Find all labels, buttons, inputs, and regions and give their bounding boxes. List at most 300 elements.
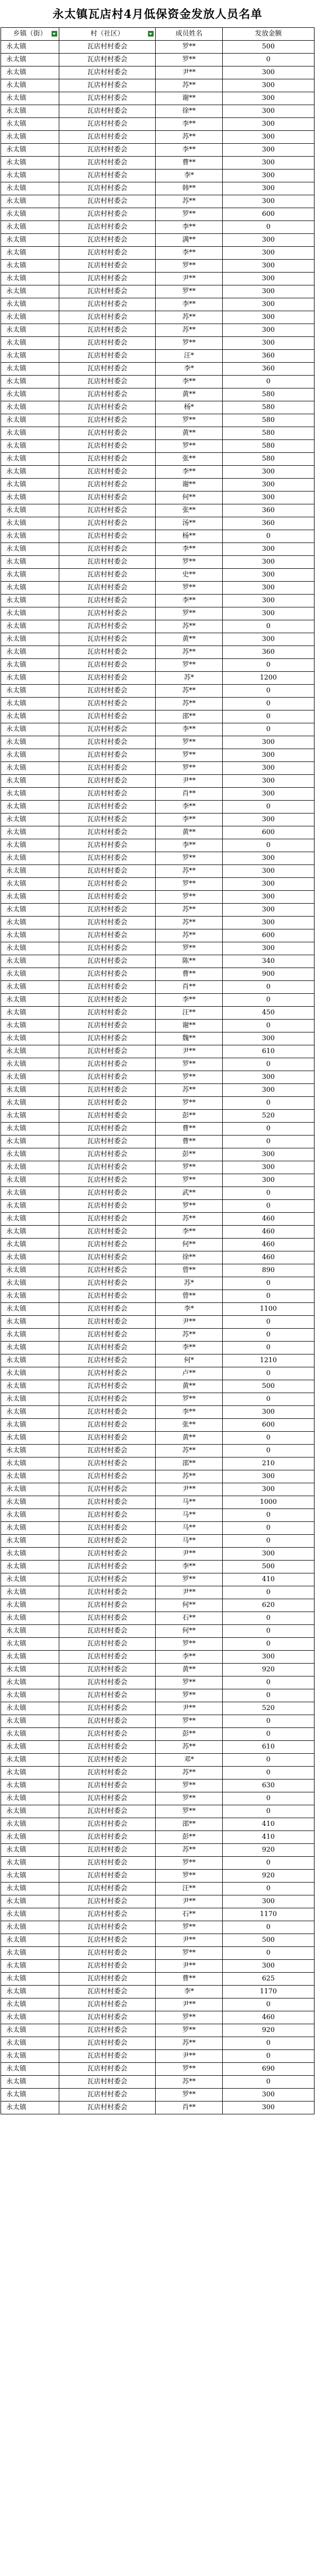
cell-town: 永太镇 bbox=[1, 1805, 59, 1818]
table-row bbox=[1, 582, 314, 595]
cell-town: 永太镇 bbox=[1, 492, 59, 504]
cell-amount: 600 bbox=[223, 929, 314, 942]
cell-member-name: 谢** bbox=[156, 1020, 223, 1032]
cell-town: 永太镇 bbox=[1, 2037, 59, 2050]
cell-town: 永太镇 bbox=[1, 1161, 59, 1174]
cell-village: 瓦店村村委会 bbox=[59, 118, 156, 131]
table-row bbox=[1, 1689, 314, 1702]
header-amount bbox=[223, 28, 314, 41]
table-row bbox=[1, 1174, 314, 1187]
table-row bbox=[1, 620, 314, 633]
table-row bbox=[1, 917, 314, 929]
table-row bbox=[1, 2011, 314, 2024]
cell-member-name: 苏** bbox=[156, 685, 223, 698]
cell-amount: 0 bbox=[223, 723, 314, 736]
cell-village: 瓦店村村委会 bbox=[59, 1084, 156, 1097]
cell-village: 瓦店村村委会 bbox=[59, 1754, 156, 1767]
cell-village: 瓦店村村委会 bbox=[59, 1947, 156, 1960]
cell-town: 永太镇 bbox=[1, 852, 59, 865]
cell-village: 瓦店村村委会 bbox=[59, 1020, 156, 1032]
cell-town: 永太镇 bbox=[1, 2089, 59, 2102]
cell-member-name: 罗** bbox=[156, 1174, 223, 1187]
cell-town: 永太镇 bbox=[1, 1625, 59, 1638]
table-row bbox=[1, 1303, 314, 1316]
cell-member-name: 罗** bbox=[156, 1780, 223, 1792]
cell-town: 永太镇 bbox=[1, 350, 59, 363]
cell-town: 永太镇 bbox=[1, 1303, 59, 1316]
cell-amount: 300 bbox=[223, 569, 314, 582]
cell-town: 永太镇 bbox=[1, 633, 59, 646]
cell-amount: 300 bbox=[223, 1161, 314, 1174]
table-row bbox=[1, 646, 314, 659]
table-row bbox=[1, 955, 314, 968]
cell-amount: 300 bbox=[223, 2089, 314, 2102]
cell-amount: 600 bbox=[223, 826, 314, 839]
table-row bbox=[1, 1998, 314, 2011]
cell-member-name: 张** bbox=[156, 453, 223, 466]
cell-village: 瓦店村村委会 bbox=[59, 479, 156, 492]
cell-amount: 0 bbox=[223, 1767, 314, 1780]
cell-town: 永太镇 bbox=[1, 904, 59, 917]
cell-town: 永太镇 bbox=[1, 826, 59, 839]
cell-town: 永太镇 bbox=[1, 1612, 59, 1625]
cell-town: 永太镇 bbox=[1, 260, 59, 273]
cell-member-name: 苏* bbox=[156, 672, 223, 685]
cell-village: 瓦店村村委会 bbox=[59, 466, 156, 479]
cell-amount: 300 bbox=[223, 182, 314, 195]
cell-village: 瓦店村村委会 bbox=[59, 1174, 156, 1187]
cell-village: 瓦店村村委会 bbox=[59, 311, 156, 324]
cell-amount: 300 bbox=[223, 736, 314, 749]
table-row bbox=[1, 1805, 314, 1818]
cell-town: 永太镇 bbox=[1, 1496, 59, 1509]
cell-amount: 410 bbox=[223, 1831, 314, 1844]
cell-town: 永太镇 bbox=[1, 994, 59, 1007]
cell-member-name: 李** bbox=[156, 144, 223, 157]
table-row bbox=[1, 1187, 314, 1200]
cell-village: 瓦店村村委会 bbox=[59, 1136, 156, 1148]
cell-town: 永太镇 bbox=[1, 1973, 59, 1986]
cell-member-name: 苏** bbox=[156, 311, 223, 324]
cell-village: 瓦店村村委会 bbox=[59, 234, 156, 247]
cell-amount: 920 bbox=[223, 2024, 314, 2037]
table-row bbox=[1, 1123, 314, 1136]
cell-town: 永太镇 bbox=[1, 363, 59, 376]
cell-amount: 300 bbox=[223, 1895, 314, 1908]
cell-town: 永太镇 bbox=[1, 1136, 59, 1148]
cell-amount: 300 bbox=[223, 1032, 314, 1045]
table-row bbox=[1, 788, 314, 801]
header-label: 村（社区） bbox=[90, 30, 124, 38]
table-row bbox=[1, 1908, 314, 1921]
cell-member-name: 尹** bbox=[156, 66, 223, 79]
cell-village: 瓦店村村委会 bbox=[59, 1651, 156, 1664]
cell-member-name: 邓* bbox=[156, 1754, 223, 1767]
cell-town: 永太镇 bbox=[1, 479, 59, 492]
cell-member-name: 苏** bbox=[156, 2037, 223, 2050]
table-row bbox=[1, 1561, 314, 1573]
table-row bbox=[1, 1767, 314, 1780]
table-row bbox=[1, 1458, 314, 1470]
cell-amount: 360 bbox=[223, 363, 314, 376]
table-row bbox=[1, 1045, 314, 1058]
table-row bbox=[1, 1251, 314, 1264]
cell-town: 永太镇 bbox=[1, 788, 59, 801]
cell-amount: 0 bbox=[223, 1535, 314, 1548]
cell-amount: 360 bbox=[223, 646, 314, 659]
cell-amount: 0 bbox=[223, 710, 314, 723]
table-row bbox=[1, 363, 314, 376]
cell-amount: 0 bbox=[223, 1432, 314, 1445]
table-row bbox=[1, 2050, 314, 2063]
cell-town: 永太镇 bbox=[1, 762, 59, 775]
cell-member-name: 肖** bbox=[156, 981, 223, 994]
cell-village: 瓦店村村委会 bbox=[59, 633, 156, 646]
cell-town: 永太镇 bbox=[1, 2050, 59, 2063]
cell-amount: 0 bbox=[223, 1612, 314, 1625]
cell-village: 瓦店村村委会 bbox=[59, 981, 156, 994]
cell-town: 永太镇 bbox=[1, 144, 59, 157]
cell-village: 瓦店村村委会 bbox=[59, 1123, 156, 1136]
cell-member-name: 罗** bbox=[156, 208, 223, 221]
table-row bbox=[1, 131, 314, 144]
table-row bbox=[1, 981, 314, 994]
table-row bbox=[1, 1715, 314, 1728]
cell-member-name: 肖** bbox=[156, 788, 223, 801]
cell-village: 瓦店村村委会 bbox=[59, 170, 156, 182]
cell-member-name: 罗** bbox=[156, 1058, 223, 1071]
table-row bbox=[1, 1020, 314, 1032]
table-row bbox=[1, 221, 314, 234]
cell-amount: 1100 bbox=[223, 1303, 314, 1316]
cell-amount: 0 bbox=[223, 1367, 314, 1380]
cell-member-name: 何* bbox=[156, 1354, 223, 1367]
cell-town: 永太镇 bbox=[1, 1921, 59, 1934]
cell-member-name: 罗** bbox=[156, 1071, 223, 1084]
cell-amount: 0 bbox=[223, 1316, 314, 1329]
cell-village: 瓦店村村委会 bbox=[59, 1303, 156, 1316]
cell-member-name: 罗** bbox=[156, 1573, 223, 1586]
cell-member-name: 尹** bbox=[156, 1483, 223, 1496]
cell-town: 永太镇 bbox=[1, 1058, 59, 1071]
cell-amount: 0 bbox=[223, 2050, 314, 2063]
table-row bbox=[1, 556, 314, 569]
table-row bbox=[1, 1367, 314, 1380]
cell-member-name: 马** bbox=[156, 1509, 223, 1522]
cell-amount: 300 bbox=[223, 144, 314, 157]
table-row bbox=[1, 92, 314, 105]
cell-amount: 500 bbox=[223, 1934, 314, 1947]
cell-member-name: 苏** bbox=[156, 904, 223, 917]
cell-member-name: 罗** bbox=[156, 2024, 223, 2037]
cell-village: 瓦店村村委会 bbox=[59, 1561, 156, 1573]
cell-member-name: 曹** bbox=[156, 157, 223, 170]
cell-amount: 1200 bbox=[223, 672, 314, 685]
cell-member-name: 罗** bbox=[156, 659, 223, 672]
cell-town: 永太镇 bbox=[1, 981, 59, 994]
cell-amount: 300 bbox=[223, 775, 314, 788]
cell-member-name: 徐** bbox=[156, 105, 223, 118]
table-row bbox=[1, 1664, 314, 1676]
cell-town: 永太镇 bbox=[1, 1071, 59, 1084]
cell-town: 永太镇 bbox=[1, 1084, 59, 1097]
cell-town: 永太镇 bbox=[1, 607, 59, 620]
cell-member-name: 卢** bbox=[156, 1367, 223, 1380]
cell-amount: 920 bbox=[223, 1870, 314, 1883]
cell-amount: 690 bbox=[223, 2063, 314, 2076]
cell-amount: 0 bbox=[223, 1998, 314, 2011]
cell-town: 永太镇 bbox=[1, 736, 59, 749]
cell-village: 瓦店村村委会 bbox=[59, 492, 156, 504]
header-label: 乡镇（街） bbox=[13, 30, 47, 38]
cell-town: 永太镇 bbox=[1, 92, 59, 105]
cell-amount: 0 bbox=[223, 839, 314, 852]
table-row bbox=[1, 659, 314, 672]
cell-member-name: 苏** bbox=[156, 131, 223, 144]
cell-village: 瓦店村村委会 bbox=[59, 1883, 156, 1895]
cell-amount: 0 bbox=[223, 620, 314, 633]
cell-member-name: 苏** bbox=[156, 1084, 223, 1097]
table-row bbox=[1, 337, 314, 350]
cell-member-name: 马** bbox=[156, 1522, 223, 1535]
cell-member-name: 汪** bbox=[156, 1007, 223, 1020]
table-row bbox=[1, 1754, 314, 1767]
cell-town: 永太镇 bbox=[1, 1715, 59, 1728]
table-row bbox=[1, 698, 314, 710]
cell-member-name: 罗** bbox=[156, 891, 223, 904]
cell-amount: 0 bbox=[223, 1445, 314, 1458]
table-row bbox=[1, 453, 314, 466]
table-row bbox=[1, 1354, 314, 1367]
cell-village: 瓦店村村委会 bbox=[59, 1110, 156, 1123]
table-row bbox=[1, 994, 314, 1007]
cell-town: 永太镇 bbox=[1, 1045, 59, 1058]
cell-member-name: 罗** bbox=[156, 736, 223, 749]
cell-town: 永太镇 bbox=[1, 311, 59, 324]
cell-member-name: 黄** bbox=[156, 1380, 223, 1393]
cell-member-name: 罗** bbox=[156, 440, 223, 453]
cell-member-name: 罗** bbox=[156, 749, 223, 762]
cell-member-name: 曹** bbox=[156, 1136, 223, 1148]
cell-member-name: 苏** bbox=[156, 865, 223, 878]
table-row bbox=[1, 1599, 314, 1612]
cell-amount: 410 bbox=[223, 1573, 314, 1586]
cell-member-name: 苏* bbox=[156, 1277, 223, 1290]
cell-town: 永太镇 bbox=[1, 54, 59, 66]
cell-amount: 600 bbox=[223, 208, 314, 221]
cell-town: 永太镇 bbox=[1, 131, 59, 144]
cell-town: 永太镇 bbox=[1, 2011, 59, 2024]
cell-town: 永太镇 bbox=[1, 1174, 59, 1187]
cell-amount: 0 bbox=[223, 1509, 314, 1522]
table-row bbox=[1, 1200, 314, 1213]
cell-village: 瓦店村村委会 bbox=[59, 324, 156, 337]
cell-town: 永太镇 bbox=[1, 1831, 59, 1844]
filter-dropdown-icon[interactable] bbox=[148, 31, 154, 37]
cell-town: 永太镇 bbox=[1, 1767, 59, 1780]
cell-town: 永太镇 bbox=[1, 401, 59, 414]
cell-member-name: 曹** bbox=[156, 968, 223, 981]
cell-village: 瓦店村村委会 bbox=[59, 1792, 156, 1805]
cell-amount: 890 bbox=[223, 1264, 314, 1277]
cell-village: 瓦店村村委会 bbox=[59, 298, 156, 311]
cell-member-name: 李** bbox=[156, 814, 223, 826]
table-row bbox=[1, 865, 314, 878]
cell-village: 瓦店村村委会 bbox=[59, 646, 156, 659]
table-row bbox=[1, 1393, 314, 1406]
filter-dropdown-icon[interactable] bbox=[52, 31, 57, 37]
cell-town: 永太镇 bbox=[1, 1458, 59, 1470]
cell-member-name: 张** bbox=[156, 1419, 223, 1432]
cell-village: 瓦店村村委会 bbox=[59, 723, 156, 736]
cell-member-name: 苏** bbox=[156, 195, 223, 208]
cell-town: 永太镇 bbox=[1, 595, 59, 607]
cell-village: 瓦店村村委会 bbox=[59, 1380, 156, 1393]
cell-amount: 300 bbox=[223, 917, 314, 929]
cell-village: 瓦店村村委会 bbox=[59, 1741, 156, 1754]
cell-amount: 300 bbox=[223, 1084, 314, 1097]
cell-member-name: 李** bbox=[156, 1561, 223, 1573]
cell-village: 瓦店村村委会 bbox=[59, 1728, 156, 1741]
cell-amount: 460 bbox=[223, 1251, 314, 1264]
table-row bbox=[1, 414, 314, 427]
cell-member-name: 罗** bbox=[156, 582, 223, 595]
cell-town: 永太镇 bbox=[1, 1123, 59, 1136]
cell-amount: 0 bbox=[223, 1123, 314, 1136]
cell-town: 永太镇 bbox=[1, 1213, 59, 1226]
cell-member-name: 李** bbox=[156, 376, 223, 388]
cell-town: 永太镇 bbox=[1, 234, 59, 247]
table-row bbox=[1, 1921, 314, 1934]
cell-amount: 0 bbox=[223, 2037, 314, 2050]
cell-town: 永太镇 bbox=[1, 569, 59, 582]
cell-village: 瓦店村村委会 bbox=[59, 543, 156, 556]
cell-amount: 0 bbox=[223, 1586, 314, 1599]
cell-town: 永太镇 bbox=[1, 1844, 59, 1857]
cell-village: 瓦店村村委会 bbox=[59, 1097, 156, 1110]
cell-village: 瓦店村村委会 bbox=[59, 1406, 156, 1419]
cell-town: 永太镇 bbox=[1, 157, 59, 170]
cell-amount: 0 bbox=[223, 994, 314, 1007]
cell-member-name: 尹** bbox=[156, 1895, 223, 1908]
header-label: 成员姓名 bbox=[175, 30, 203, 38]
cell-amount: 300 bbox=[223, 814, 314, 826]
table-row bbox=[1, 144, 314, 157]
cell-village: 瓦店村村委会 bbox=[59, 1251, 156, 1264]
table-row bbox=[1, 826, 314, 839]
table-row bbox=[1, 1239, 314, 1251]
cell-village: 瓦店村村委会 bbox=[59, 672, 156, 685]
cell-amount: 0 bbox=[223, 1921, 314, 1934]
table-row bbox=[1, 1419, 314, 1432]
cell-member-name: 罗** bbox=[156, 1676, 223, 1689]
table-row bbox=[1, 170, 314, 182]
cell-village: 瓦店村村委会 bbox=[59, 1213, 156, 1226]
cell-amount: 300 bbox=[223, 1483, 314, 1496]
cell-village: 瓦店村村委会 bbox=[59, 2024, 156, 2037]
cell-amount: 300 bbox=[223, 942, 314, 955]
table-row bbox=[1, 517, 314, 530]
cell-amount: 460 bbox=[223, 2011, 314, 2024]
cell-town: 永太镇 bbox=[1, 453, 59, 466]
cell-amount: 0 bbox=[223, 1097, 314, 1110]
cell-amount: 0 bbox=[223, 1020, 314, 1032]
cell-member-name: 尹** bbox=[156, 1934, 223, 1947]
cell-member-name: 李** bbox=[156, 1651, 223, 1664]
table-row bbox=[1, 1586, 314, 1599]
cell-amount: 610 bbox=[223, 1741, 314, 1754]
cell-village: 瓦店村村委会 bbox=[59, 1277, 156, 1290]
cell-town: 永太镇 bbox=[1, 1522, 59, 1535]
cell-member-name: 曾** bbox=[156, 1290, 223, 1303]
cell-village: 瓦店村村委会 bbox=[59, 1870, 156, 1883]
cell-amount: 630 bbox=[223, 1780, 314, 1792]
cell-village: 瓦店村村委会 bbox=[59, 221, 156, 234]
cell-member-name: 苏** bbox=[156, 1329, 223, 1342]
cell-town: 永太镇 bbox=[1, 801, 59, 814]
cell-member-name: 李** bbox=[156, 221, 223, 234]
cell-amount: 0 bbox=[223, 1625, 314, 1638]
table-row bbox=[1, 1264, 314, 1277]
cell-town: 永太镇 bbox=[1, 1947, 59, 1960]
cell-member-name: 李* bbox=[156, 1303, 223, 1316]
cell-member-name: 苏** bbox=[156, 1844, 223, 1857]
table-row bbox=[1, 2063, 314, 2076]
cell-village: 瓦店村村委会 bbox=[59, 1445, 156, 1458]
cell-village: 瓦店村村委会 bbox=[59, 1586, 156, 1599]
cell-member-name: 杨* bbox=[156, 401, 223, 414]
cell-village: 瓦店村村委会 bbox=[59, 595, 156, 607]
cell-member-name: 罗** bbox=[156, 762, 223, 775]
cell-amount: 300 bbox=[223, 247, 314, 260]
cell-member-name: 黄** bbox=[156, 427, 223, 440]
cell-town: 永太镇 bbox=[1, 1780, 59, 1792]
cell-town: 永太镇 bbox=[1, 2076, 59, 2089]
table-row bbox=[1, 1058, 314, 1071]
cell-member-name: 邵** bbox=[156, 1458, 223, 1470]
table-row bbox=[1, 376, 314, 388]
cell-village: 瓦店村村委会 bbox=[59, 195, 156, 208]
cell-village: 瓦店村村委会 bbox=[59, 427, 156, 440]
table-row bbox=[1, 1651, 314, 1664]
cell-member-name: 李** bbox=[156, 801, 223, 814]
cell-member-name: 谢** bbox=[156, 92, 223, 105]
cell-town: 永太镇 bbox=[1, 1432, 59, 1445]
cell-amount: 300 bbox=[223, 865, 314, 878]
table-row bbox=[1, 1483, 314, 1496]
table-row bbox=[1, 1844, 314, 1857]
table-row bbox=[1, 195, 314, 208]
cell-town: 永太镇 bbox=[1, 1960, 59, 1973]
cell-amount: 0 bbox=[223, 1200, 314, 1213]
cell-village: 瓦店村村委会 bbox=[59, 453, 156, 466]
table-row bbox=[1, 54, 314, 66]
table-row bbox=[1, 1973, 314, 1986]
cell-town: 永太镇 bbox=[1, 1895, 59, 1908]
cell-member-name: 罗** bbox=[156, 1161, 223, 1174]
cell-town: 永太镇 bbox=[1, 723, 59, 736]
cell-village: 瓦店村村委会 bbox=[59, 350, 156, 363]
cell-village: 瓦店村村委会 bbox=[59, 285, 156, 298]
table-row bbox=[1, 814, 314, 826]
cell-member-name: 武** bbox=[156, 1187, 223, 1200]
cell-village: 瓦店村村委会 bbox=[59, 1419, 156, 1432]
cell-village: 瓦店村村委会 bbox=[59, 2076, 156, 2089]
table-row bbox=[1, 157, 314, 170]
cell-member-name: 罗** bbox=[156, 337, 223, 350]
cell-member-name: 黄** bbox=[156, 388, 223, 401]
cell-member-name: 罗** bbox=[156, 1200, 223, 1213]
